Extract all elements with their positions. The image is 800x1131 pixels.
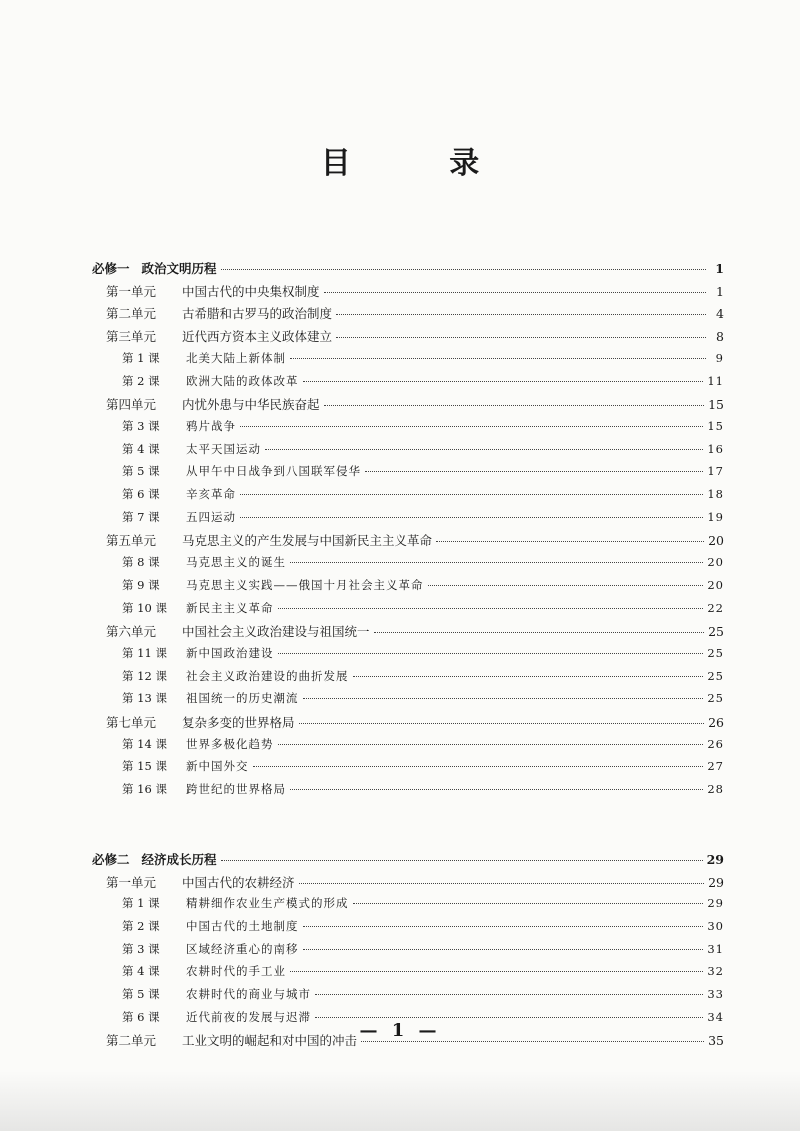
toc-entry-page: 16 xyxy=(707,441,724,456)
dot-leader xyxy=(265,449,703,450)
toc-entry-number: 第 5 课 xyxy=(122,987,160,1001)
toc-entry-page: 4 xyxy=(716,306,724,322)
toc-entry-number: 第一单元 xyxy=(106,874,157,890)
toc-entry-number: 第 6 课 xyxy=(122,1009,160,1024)
toc-entry-page: 32 xyxy=(707,964,724,979)
toc-entry-lesson[interactable] xyxy=(122,441,724,459)
dot-leader xyxy=(290,971,703,972)
page-title: 目 录 xyxy=(320,146,524,181)
dot-leader xyxy=(299,723,705,724)
toc-entry-number: 必修二 xyxy=(92,851,130,867)
toc-entry-lesson[interactable] xyxy=(122,690,724,708)
toc-entry-number: 第五单元 xyxy=(106,533,157,549)
toc-entry-page: 1 xyxy=(715,261,724,276)
toc-entry-number: 第 4 课 xyxy=(122,441,160,456)
dot-leader xyxy=(303,926,704,927)
toc-entry-title: 马克思主义的诞生 xyxy=(186,555,286,570)
toc-entry-number: 第 3 课 xyxy=(122,418,160,433)
toc-entry-title: 新中国政治建设 xyxy=(186,645,274,660)
toc-entry-lesson[interactable] xyxy=(122,350,724,368)
toc-entry-unit[interactable] xyxy=(106,304,724,322)
toc-entry-page: 20 xyxy=(708,533,724,549)
toc-entry-page: 30 xyxy=(707,918,724,933)
toc-entry-title: 复杂多变的世界格局 xyxy=(182,715,295,730)
toc-entry-unit[interactable] xyxy=(106,622,724,640)
toc-entry-lesson[interactable] xyxy=(122,645,724,663)
dot-leader xyxy=(336,314,706,315)
toc-entry-page: 26 xyxy=(707,736,724,751)
dot-leader xyxy=(299,883,705,884)
toc-entry-page: 17 xyxy=(707,464,724,479)
dot-leader xyxy=(290,789,703,790)
toc-entry-page: 25 xyxy=(707,691,724,706)
toc-entry-title: 经济成长历程 xyxy=(141,851,217,867)
toc-entry-page: 29 xyxy=(706,851,724,867)
toc-entry-title: 北美大陆上新体制 xyxy=(186,350,286,365)
toc-entry-number: 第 5 课 xyxy=(122,464,160,479)
toc-entry-title: 内忧外患与中华民族奋起 xyxy=(182,397,320,413)
dot-leader xyxy=(221,269,706,270)
toc-entry-page: 31 xyxy=(707,941,724,956)
toc-entry-title: 跨世纪的世界格局 xyxy=(186,782,286,797)
toc-entry-title: 欧洲大陆的政体改革 xyxy=(186,373,299,388)
dot-leader xyxy=(221,860,703,861)
dot-leader xyxy=(324,292,706,293)
toc-entry-number: 第 1 课 xyxy=(122,350,160,365)
dot-leader xyxy=(240,494,703,495)
toc-entry-number: 第 2 课 xyxy=(122,918,160,933)
toc-entry-title: 精耕细作农业生产模式的形成 xyxy=(186,896,349,911)
toc-entry-title: 新中国外交 xyxy=(186,759,249,774)
toc-entry-number: 第 7 课 xyxy=(122,509,160,524)
toc-entry-page: 29 xyxy=(707,896,724,911)
toc-entry-number: 第 6 课 xyxy=(122,487,160,501)
toc-entry-number: 第 14 课 xyxy=(122,736,167,751)
dot-leader xyxy=(365,471,703,472)
toc-entry-page: 25 xyxy=(707,645,724,660)
toc-entry-lesson[interactable] xyxy=(122,986,724,1004)
toc-entry-lesson[interactable] xyxy=(122,668,724,686)
toc-entry-page: 15 xyxy=(707,418,724,433)
toc-entry-title: 农耕时代的商业与城市 xyxy=(186,987,311,1001)
toc-entry-title: 祖国统一的历史潮流 xyxy=(186,691,299,706)
toc-entry-unit[interactable] xyxy=(106,531,724,549)
toc-entry-page: 29 xyxy=(708,874,724,890)
toc-entry-number: 第三单元 xyxy=(106,329,157,345)
toc-entry-number: 第四单元 xyxy=(106,397,157,413)
toc-entry-number: 第 16 课 xyxy=(122,782,167,797)
dot-leader xyxy=(303,381,704,382)
toc-entry-page: 33 xyxy=(707,987,724,1001)
toc-entry-title: 中国古代的中央集权制度 xyxy=(182,283,320,299)
toc-entry-number: 第二单元 xyxy=(106,1033,157,1049)
toc-entry-page: 15 xyxy=(708,397,724,413)
toc-entry-number: 第 2 课 xyxy=(122,373,160,388)
toc-entry-title: 社会主义政治建设的曲折发展 xyxy=(186,668,349,683)
dot-leader xyxy=(436,541,704,542)
toc-entry-title: 马克思主义实践——俄国十月社会主义革命 xyxy=(186,577,424,592)
toc-entry-page: 28 xyxy=(707,782,724,797)
toc-entry-title: 马克思主义的产生发展与中国新民主主义革命 xyxy=(182,533,433,549)
toc-entry-lesson[interactable] xyxy=(122,895,724,913)
toc-entry-unit[interactable] xyxy=(106,327,724,345)
toc-entry-lesson[interactable] xyxy=(122,554,724,572)
page-number: — 1 — xyxy=(359,1020,441,1041)
toc-entry-lesson[interactable] xyxy=(122,781,724,799)
toc-entry-number: 第 1 课 xyxy=(122,896,160,911)
toc-entry-title: 太平天国运动 xyxy=(186,441,261,456)
dot-leader xyxy=(324,405,705,406)
dot-leader xyxy=(278,608,704,609)
dot-leader xyxy=(315,1017,703,1018)
dot-leader xyxy=(353,903,704,904)
toc-entry-lesson[interactable] xyxy=(122,600,724,618)
toc-entry-title: 工业文明的崛起和对中国的冲击 xyxy=(182,1033,358,1049)
dot-leader xyxy=(290,358,706,359)
dot-leader xyxy=(278,744,704,745)
toc-entry-lesson[interactable] xyxy=(122,373,724,391)
toc-entry-page: 35 xyxy=(708,1033,724,1049)
toc-entry-part[interactable] xyxy=(92,259,724,277)
toc-entry-title: 世界多极化趋势 xyxy=(186,736,274,751)
dot-leader xyxy=(361,1041,704,1042)
toc-entry-page: 8 xyxy=(716,329,724,345)
toc-entry-title: 农耕时代的手工业 xyxy=(186,964,286,979)
dot-leader xyxy=(315,994,703,995)
toc-entry-number: 第 13 课 xyxy=(122,691,167,706)
toc-entry-lesson[interactable] xyxy=(122,486,724,504)
toc-entry-number: 第 8 课 xyxy=(122,555,160,570)
dot-leader xyxy=(353,676,704,677)
toc-entry-page: 20 xyxy=(707,577,724,592)
toc-entry-part[interactable] xyxy=(92,850,724,868)
toc-entry-number: 第 10 课 xyxy=(122,600,167,615)
toc-entry-title: 近代前夜的发展与迟滞 xyxy=(186,1009,311,1024)
toc-entry-unit[interactable] xyxy=(106,395,724,413)
toc-entry-lesson[interactable] xyxy=(122,418,724,436)
toc-entry-number: 第二单元 xyxy=(106,306,157,322)
toc-entry-number: 必修一 xyxy=(92,261,130,276)
toc-entry-page: 11 xyxy=(707,373,724,388)
toc-entry-title: 鸦片战争 xyxy=(186,418,236,433)
toc-entry-title: 区域经济重心的南移 xyxy=(186,941,299,956)
dot-leader xyxy=(278,653,704,654)
dot-leader xyxy=(428,585,704,586)
toc-entry-lesson[interactable] xyxy=(122,963,724,981)
toc-entry-title: 五四运动 xyxy=(186,509,236,524)
toc-entry-title: 政治文明历程 xyxy=(141,261,217,276)
toc-entry-page: 34 xyxy=(707,1009,724,1024)
toc-entry-page: 19 xyxy=(707,509,724,524)
toc-entry-number: 第七单元 xyxy=(106,715,157,730)
toc-entry-lesson[interactable] xyxy=(122,463,724,481)
toc-entry-title: 中国古代的农耕经济 xyxy=(182,874,295,890)
toc-entry-lesson[interactable] xyxy=(122,736,724,754)
toc-entry-page: 9 xyxy=(715,350,724,365)
toc-entry-title: 新民主主义革命 xyxy=(186,600,274,615)
dot-leader xyxy=(336,337,706,338)
toc-entry-title: 中国社会主义政治建设与祖国统一 xyxy=(182,624,370,640)
toc-entry-page: 20 xyxy=(707,555,724,570)
toc-entry-lesson[interactable] xyxy=(122,577,724,595)
dot-leader xyxy=(374,632,705,633)
toc-entry-number: 第 11 课 xyxy=(122,645,167,660)
toc-entry-page: 25 xyxy=(708,624,724,640)
toc-entry-title: 辛亥革命 xyxy=(186,487,236,501)
toc-entry-unit[interactable] xyxy=(106,713,724,731)
toc-entry-page: 22 xyxy=(707,600,724,615)
toc-entry-lesson[interactable] xyxy=(122,941,724,959)
toc-entry-lesson[interactable] xyxy=(122,509,724,527)
toc-entry-title: 古希腊和古罗马的政治制度 xyxy=(182,306,333,322)
toc-entry-number: 第六单元 xyxy=(106,624,157,640)
toc-entry-number: 第 15 课 xyxy=(122,759,167,774)
toc-entry-title: 中国古代的土地制度 xyxy=(186,918,299,933)
dot-leader xyxy=(240,517,703,518)
dot-leader xyxy=(303,949,704,950)
toc-entry-page: 25 xyxy=(707,668,724,683)
toc-entry-number: 第 3 课 xyxy=(122,941,160,956)
toc-entry-number: 第 4 课 xyxy=(122,964,160,979)
toc-entry-number: 第 9 课 xyxy=(122,577,160,592)
toc-entry-page: 27 xyxy=(707,759,724,774)
toc-entry-lesson[interactable] xyxy=(122,758,724,776)
dot-leader xyxy=(240,426,703,427)
toc-entry-page: 1 xyxy=(716,283,724,299)
toc-entry-number: 第一单元 xyxy=(106,283,157,299)
toc-entry-unit[interactable] xyxy=(106,282,724,300)
toc-entry-lesson[interactable] xyxy=(122,918,724,936)
dot-leader xyxy=(290,562,703,563)
scan-edge-shade xyxy=(0,1071,800,1131)
toc-entry-unit[interactable] xyxy=(106,873,724,891)
dot-leader xyxy=(303,698,704,699)
toc-entry-title: 从甲午中日战争到八国联军侵华 xyxy=(186,464,361,479)
toc-entry-page: 26 xyxy=(708,715,724,730)
dot-leader xyxy=(253,766,704,767)
toc-entry-title: 近代西方资本主义政体建立 xyxy=(182,329,333,345)
toc-entry-number: 第 12 课 xyxy=(122,668,167,683)
toc-entry-page: 18 xyxy=(707,487,724,501)
